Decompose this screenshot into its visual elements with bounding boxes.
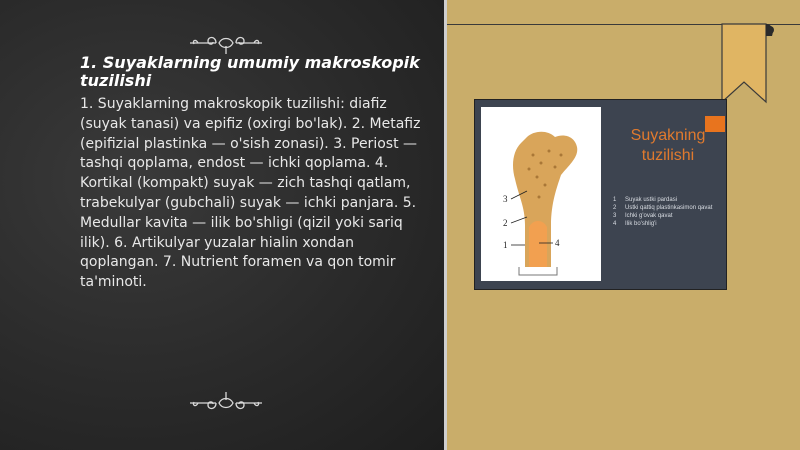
diagram-label-2: 2 bbox=[503, 218, 508, 228]
legend-item: 1 Suyak ustki pardasi bbox=[613, 197, 678, 203]
legend-item: 4 Ilik bo'shlig'i bbox=[613, 221, 657, 227]
panel-divider bbox=[444, 0, 447, 450]
diagram-label-3: 3 bbox=[503, 194, 508, 204]
bookmark-ribbon bbox=[716, 18, 774, 108]
legend-item: 2 Ustki qattiq plastinkasimon qavat bbox=[613, 205, 713, 211]
legend-item: 3 Ichki g'ovak qavat bbox=[613, 213, 673, 219]
diagram-label-4: 4 bbox=[555, 238, 560, 248]
image-title: Suyakning tuzilishi bbox=[630, 127, 706, 164]
image-legend bbox=[613, 196, 723, 228]
bone-structure-image bbox=[474, 99, 727, 290]
femur-diagram bbox=[481, 107, 601, 281]
diagram-label-1: 1 bbox=[503, 240, 508, 250]
slide-body-text: 1. Suyaklarning makroskopik tuzilishi: diafiz (suyak tanasi) va epifiz (oxirgi bo'lak). 2. Metafiz (epifizial plastinka — o'sish zonasi). 3. Periost — tashqi qoplama, endost — ichki qoplama. 4. Kortikal (kompakt) suyak — zich tashqi qatlam, trabekulyar (gubchali) suyak — ichki panjara. 5. Medullar kavita — ilik bo'shligi (qizil yoki sariq ilik). 6. Artikulyar yuzalar hialin xondan qoplangan. 7. Nutrient foramen va qon tomir ta'minoti. bbox=[80, 96, 421, 291]
slide-title: 1. Suyaklarning umumiy makroskopik tuzilishi bbox=[80, 53, 420, 90]
top-flourish-ornament bbox=[186, 32, 266, 54]
bottom-flourish-ornament bbox=[186, 392, 266, 414]
